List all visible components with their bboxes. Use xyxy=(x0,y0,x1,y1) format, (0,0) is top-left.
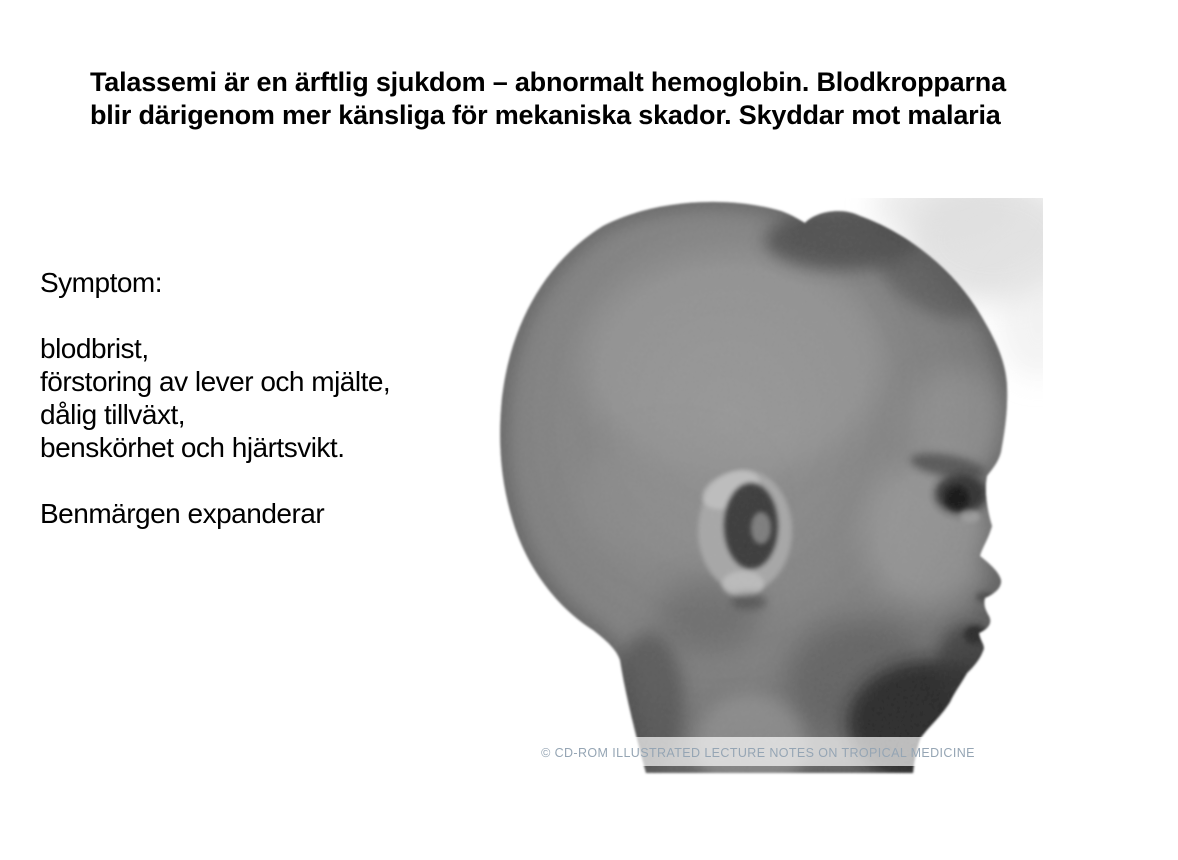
spacer xyxy=(40,299,480,332)
photo-caption: © CD-ROM ILLUSTRATED LECTURE NOTES ON TROPICAL MEDICINE xyxy=(541,746,975,760)
symptom-note: Benmärgen expanderar xyxy=(40,498,325,529)
slide-title-line-2: blir därigenom mer känsliga för mekaniska skador. Skyddar mot malaria xyxy=(90,100,1001,130)
slide-title-line-1: Talassemi är en ärftlig sjukdom – abnormalt hemoglobin. Blodkropparna xyxy=(90,67,1006,97)
symptom-item: benskörhet och hjärtsvikt. xyxy=(40,432,345,463)
slide-title xyxy=(90,66,1090,132)
spacer xyxy=(40,464,480,497)
symptom-heading: Symptom: xyxy=(40,267,163,298)
symptom-item: förstoring av lever och mjälte, xyxy=(40,366,391,397)
child-profile-photo xyxy=(498,198,1043,778)
child-profile-photo-art xyxy=(498,198,1043,778)
symptom-item: dålig tillväxt, xyxy=(40,399,186,430)
symptom-list xyxy=(40,266,480,530)
symptom-item: blodbrist, xyxy=(40,333,149,364)
